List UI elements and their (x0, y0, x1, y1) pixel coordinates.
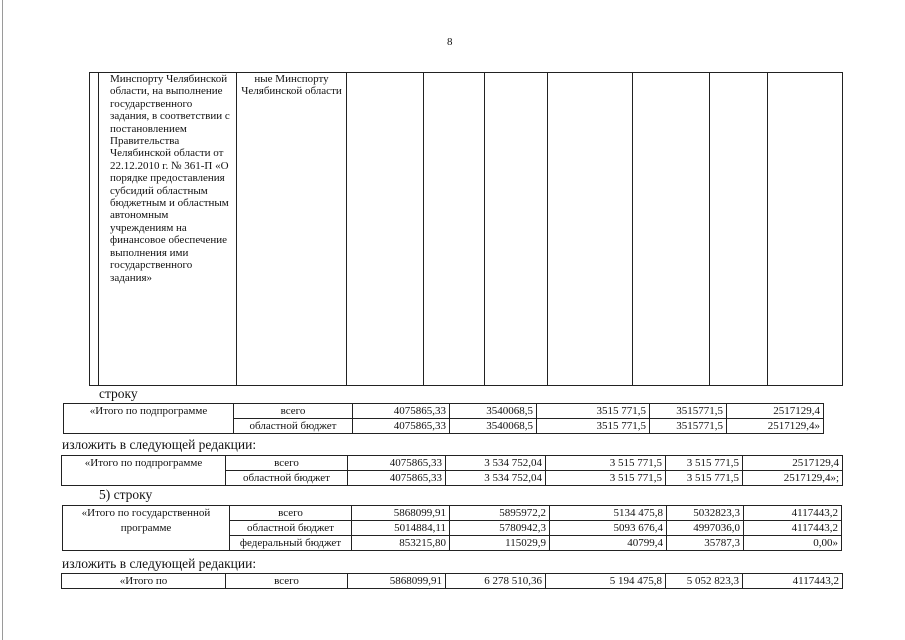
value-cell: 853215,80 (352, 536, 450, 551)
value-cell: 2517129,4»; (743, 471, 843, 486)
budget-type-cell: всего (230, 506, 352, 521)
continuation-table (89, 72, 843, 386)
value-cell: 40799,4 (550, 536, 667, 551)
empty-cell (633, 73, 710, 386)
budget-type-cell: областной бюджет (234, 419, 353, 434)
table-row (64, 404, 824, 419)
value-cell: 3 515 771,5 (546, 471, 666, 486)
value-cell: 5 052 823,3 (666, 574, 743, 589)
table-row (62, 574, 843, 589)
empty-cell (424, 73, 485, 386)
value-cell: 3 515 771,5 (666, 471, 743, 486)
budget-type-cell: всего (226, 574, 348, 589)
value-cell: 3 515 771,5 (546, 456, 666, 471)
value-cell: 5134 475,8 (550, 506, 667, 521)
table-row (62, 456, 843, 471)
row-name-cell: «Итого по (62, 574, 226, 589)
budget-type-cell: областной бюджет (230, 521, 352, 536)
empty-cell (347, 73, 424, 386)
empty-cell (548, 73, 633, 386)
value-cell: 4997036,0 (667, 521, 744, 536)
empty-cell (768, 73, 843, 386)
row-name-cell: «Итого по подпрограмме (64, 404, 234, 434)
value-cell: 3515771,5 (650, 404, 727, 419)
value-cell: 3515771,5 (650, 419, 727, 434)
budget-type-cell: всего (234, 404, 353, 419)
program-total-new-table (61, 573, 843, 589)
budget-type-cell: областной бюджет (226, 471, 348, 486)
value-cell: 35787,3 (667, 536, 744, 551)
value-cell: 4075865,33 (348, 456, 446, 471)
value-cell: 0,00» (744, 536, 842, 551)
value-cell: 5895972,2 (450, 506, 550, 521)
value-cell: 2517129,4 (727, 404, 824, 419)
value-cell: 3 534 752,04 (446, 471, 546, 486)
budget-type-cell: всего (226, 456, 348, 471)
table-row (63, 506, 842, 521)
value-cell: 3 534 752,04 (446, 456, 546, 471)
value-cell: 2517129,4 (743, 456, 843, 471)
value-cell: 5 194 475,8 (546, 574, 666, 589)
value-cell: 115029,9 (450, 536, 550, 551)
budget-type-cell: федеральный бюджет (230, 536, 352, 551)
empty-cell (710, 73, 768, 386)
value-cell: 4117443,2 (744, 506, 842, 521)
row-name-cell: «Итого по государственной программе (63, 506, 230, 551)
value-cell: 5093 676,4 (550, 521, 667, 536)
instruction-label-2: изложить в следующей редакции: (62, 437, 257, 452)
value-cell: 3 515 771,5 (666, 456, 743, 471)
subprogram-total-old-table (63, 403, 824, 434)
value-cell: 4075865,33 (348, 471, 446, 486)
value-cell: 5032823,3 (667, 506, 744, 521)
instruction-label-1: строку (99, 386, 138, 401)
empty-cell (485, 73, 548, 386)
instruction-label-3: 5) строку (99, 487, 153, 502)
value-cell: 6 278 510,36 (446, 574, 546, 589)
scan-edge-line (2, 0, 3, 640)
value-cell: 3540068,5 (450, 404, 537, 419)
empty-cell (90, 73, 99, 386)
value-cell: 3515 771,5 (537, 404, 650, 419)
row-name-cell: «Итого по подпрограмме (62, 456, 226, 486)
value-cell: 4117443,2 (743, 574, 843, 589)
subprogram-total-new-table (61, 455, 843, 486)
executor-cell: ные Минспорту Челябинской области (237, 73, 347, 386)
page-number: 8 (447, 36, 453, 48)
instruction-label-4: изложить в следующей редакции: (62, 556, 257, 571)
value-cell: 2517129,4» (727, 419, 824, 434)
value-cell: 5868099,91 (348, 574, 446, 589)
value-cell: 5014884,11 (352, 521, 450, 536)
value-cell: 4075865,33 (353, 404, 450, 419)
program-total-old-table (62, 505, 842, 551)
value-cell: 4075865,33 (353, 419, 450, 434)
value-cell: 4117443,2 (744, 521, 842, 536)
value-cell: 5780942,3 (450, 521, 550, 536)
value-cell: 5868099,91 (352, 506, 450, 521)
value-cell: 3540068,5 (450, 419, 537, 434)
value-cell: 3515 771,5 (537, 419, 650, 434)
event-description-cell: Минспорту Челябинской области, на выполнение государственного задания, в соответствии с постановлением Правительства Челябинской области от 22.12.2010 г. № 361-П «О порядке предоставления субсидий областным бюджетным и областным автономным учреждениям на финансовое обеспечение выполнения ими государственного задания» (99, 73, 237, 386)
